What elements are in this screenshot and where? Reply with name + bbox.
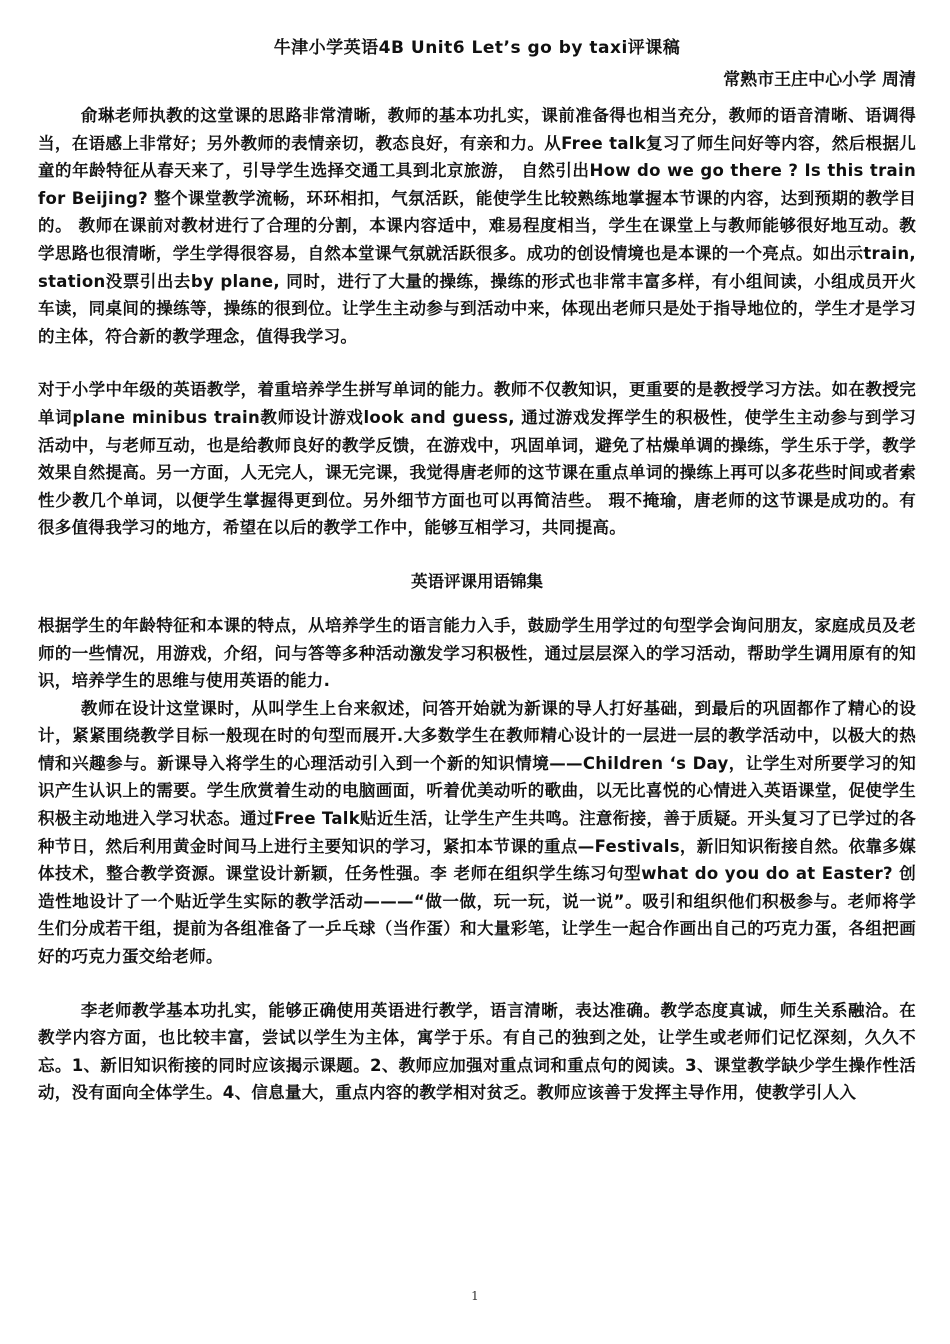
paragraph-gap <box>38 542 916 568</box>
paragraph-gap <box>38 971 916 997</box>
section-subtitle: 英语评课用语锦集 <box>411 571 543 591</box>
page-number: 1 <box>471 1289 479 1303</box>
body-paragraph: 根据学生的年龄特征和本课的特点，从培养学生的语言能力入手，鼓励学生用学过的句型学会询问朋友，家庭成员及老师的一些情况，用游戏，介绍，问与答等多种活动激发学习积极性，通过层层深入的学习活动，帮助学生调用原有的知识，培养学生的思维与使用英语的能力. <box>38 615 916 691</box>
author-line: 常熟市王庄中心小学 周清 <box>723 70 916 90</box>
body-paragraph: 俞琳老师执教的这堂课的思路非常清晰，教师的基本功扎实，课前准备得也相当充分，教师的语音清晰、语调得当，在语感上非常好；另外教师的表情亲切，教态良好，有亲和力。从Free talk复习了师生问好等内容，然后根据儿童的年龄特征从春天来了，引导学生选择交通工具到北京旅游， 自然引出How do we go there ? Is this train for Beijing? 整个课堂教学流畅，环环相扣，气氛活跃，能使学生比较熟练地掌握本节课的内容，达到预期的教学目的。 教师在课前对教材进行了合理的分割，本课内容适中，难易程度相当，学生在课堂上与教师能够很好地互动。教学思路也很清晰，学生学得很容易，自然本堂课气氛就活跃很多。成功的创设情境也是本课的一个亮点。如出示train, station没票引出去by plane, 同时，进行了大量的操练，操练的形式也非常丰富多样，有小组间读，小组成员开火车读，同桌间的操练等，操练的很到位。让学生主动参与到活动中来，体现出老师只是处于指导地位的，学生才是学习的主体，符合新的教学理念，值得我学习。 <box>38 106 916 346</box>
document-page <box>38 34 916 1107</box>
body-paragraph: 教师在设计这堂课时，从叫学生上台来叙述，问答开始就为新课的导人打好基础，到最后的巩固都作了精心的设计，紧紧围绕教学目标一般现在时的句型而展开.大多数学生在教师精心设计的一层进一层的教学活动中，以极大的热情和兴趣参与。新课导入将学生的心理活动引入到一个新的知识情境——Children ‘s Day，让学生对所要学习的知识产生认识上的需要。学生欣赏着生动的电脑画面，听着优美动听的歌曲，以无比喜悦的心情进入英语课堂，促使学生积极主动地进入学习状态。通过Free Talk贴近生活，让学生产生共鸣。注意衔接，善于质疑。开头复习了已学过的各种节日，然后利用黄金时间马上进行主要知识的学习，紧扣本节课的重点—Festivals，新旧知识衔接自然。依靠多媒体技术，整合教学资源。课堂设计新颖，任务性强。李 老师在组织学生练习句型what do you do at Easter? 创造性地设计了一个贴近学生实际的教学活动———“做一做，玩一玩，说一说”。吸引和组织他们积极参与。老师将学生们分成若干组，提前为各组准备了一乒乓球（当作蛋）和大量彩笔，让学生一起合作画出自己的巧克力蛋，各组把画好的巧克力蛋交给老师。 <box>38 698 916 967</box>
paragraph-gap <box>38 350 916 376</box>
document-title: 牛津小学英语4B Unit6 Let’s go by taxi评课稿 <box>273 38 681 58</box>
body-paragraph: 对于小学中年级的英语教学，着重培养学生拼写单词的能力。教师不仅教知识，更重要的是教授学习方法。如在教授完单词plane minibus train教师设计游戏look and guess, 通过游戏发挥学生的积极性，使学生主动参与到学习活动中，与老师互动，也是给教师良好的教学反馈，在游戏中，巩固单词，避免了枯燥单调的操练，学生乐于学，教学效果自然提高。另一方面，人无完人，课无完课，我觉得唐老师的这节课在重点单词的操练上再可以多花些时间或者索性少教几个单词，以便学生掌握得更到位。另外细节方面也可以再简洁些。 瑕不掩瑜，唐老师的这节课是成功的。有很多值得我学习的地方，希望在以后的教学工作中，能够互相学习，共同提高。 <box>38 380 916 538</box>
body-paragraph: 李老师教学基本功扎实，能够正确使用英语进行教学，语言清晰，表达准确。教学态度真诚，师生关系融洽。在教学内容方面，也比较丰富，尝试以学生为主体，寓学于乐。有自己的独到之处，让学生或老师们记忆深刻，久久不忘。1、新旧知识衔接的同时应该揭示课题。2、教师应加强对重点词和重点句的阅读。3、课堂教学缺少学生操作性活动，没有面向全体学生。4、信息量大，重点内容的教学相对贫乏。教师应该善于发挥主导作用，使教学引人入 <box>38 1000 916 1103</box>
